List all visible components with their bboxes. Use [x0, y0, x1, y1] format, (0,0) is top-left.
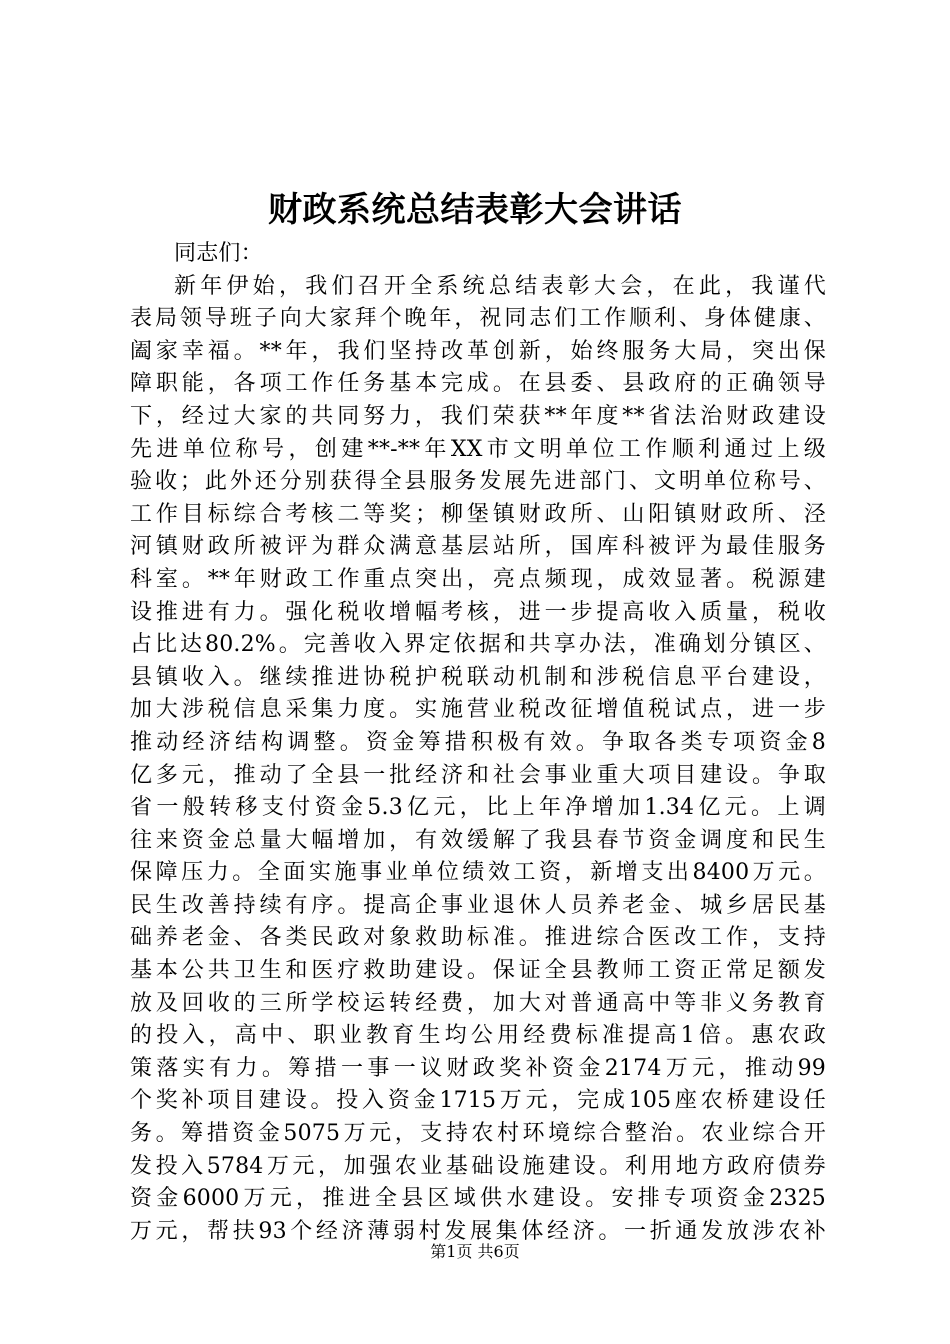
- paragraph-line: 往来资金总量大幅增加，有效缓解了我县春节资金调度和民生: [130, 827, 826, 853]
- paragraph-line: 础养老金、各类民政对象救助标准。推进综合医改工作，支持: [130, 925, 826, 951]
- paragraph-line: 先进单位称号，创建**-**年XX市文明单位工作顺利通过上级: [130, 436, 826, 462]
- document-body: [130, 238, 826, 1248]
- document-title: 财政系统总结表彰大会讲话: [268, 190, 682, 230]
- paragraph-line: 县镇收入。继续推进协税护税联动机制和涉税信息平台建设，: [130, 664, 826, 690]
- paragraph-line: 障职能，各项工作任务基本完成。在县委、县政府的正确领导: [130, 371, 826, 397]
- paragraph-line: 保障压力。全面实施事业单位绩效工资，新增支出8400万元。: [130, 860, 826, 886]
- paragraph-line: 放及回收的三所学校运转经费，加大对普通高中等非义务教育: [130, 990, 826, 1016]
- paragraph-line: 工作目标综合考核二等奖；柳堡镇财政所、山阳镇财政所、泾: [130, 501, 826, 527]
- salutation: 同志们：: [174, 241, 263, 266]
- paragraph-line: 河镇财政所被评为群众满意基层站所，国库科被评为最佳服务: [130, 534, 826, 560]
- paragraph-line: 阖家幸福。**年，我们坚持改革创新，始终服务大局，突出保: [130, 338, 826, 364]
- paragraph-line: 表局领导班子向大家拜个晚年，祝同志们工作顺利、身体健康、: [130, 306, 826, 332]
- paragraph-line: 个奖补项目建设。投入资金1715万元，完成105座农桥建设任: [130, 1088, 826, 1114]
- paragraph-line: 新年伊始，我们召开全系统总结表彰大会，在此，我谨代: [174, 273, 826, 299]
- paragraph-line: 万元，帮扶93个经济薄弱村发展集体经济。一折通发放涉农补: [130, 1218, 826, 1244]
- page-number-footer: 第1页 共6页: [430, 1242, 520, 1261]
- paragraph-line: 务。筹措资金5075万元，支持农村环境综合整治。农业综合开: [130, 1121, 826, 1147]
- paragraph-line: 验收；此外还分别获得全县服务发展先进部门、文明单位称号、: [130, 469, 826, 495]
- paragraph-line: 资金6000万元，推进全县区域供水建设。安排专项资金2325: [130, 1186, 826, 1212]
- paragraph-line: 发投入5784万元，加强农业基础设施建设。利用地方政府债券: [130, 1153, 826, 1179]
- paragraph-line: 加大涉税信息采集力度。实施营业税改征增值税试点，进一步: [130, 697, 826, 723]
- paragraph-line: 推动经济结构调整。资金筹措积极有效。争取各类专项资金8: [130, 729, 826, 755]
- paragraph-line: 省一般转移支付资金5.3亿元，比上年净增加1.34亿元。上调: [130, 795, 826, 821]
- paragraph-line: 的投入，高中、职业教育生均公用经费标准提高1倍。惠农政: [130, 1023, 826, 1049]
- paragraph-line: 占比达80.2%。完善收入界定依据和共享办法，准确划分镇区、: [130, 632, 826, 658]
- paragraph-line: 策落实有力。筹措一事一议财政奖补资金2174万元，推动99: [130, 1055, 826, 1081]
- paragraph-line: 设推进有力。强化税收增幅考核，进一步提高收入质量，税收: [130, 599, 826, 625]
- paragraph-line: 亿多元，推动了全县一批经济和社会事业重大项目建设。争取: [130, 762, 826, 788]
- paragraph-line: 民生改善持续有序。提高企事业退休人员养老金、城乡居民基: [130, 892, 826, 918]
- paragraph-line: 科室。**年财政工作重点突出，亮点频现，成效显著。税源建: [130, 566, 826, 592]
- paragraph-line: 基本公共卫生和医疗救助建设。保证全县教师工资正常足额发: [130, 958, 826, 984]
- paragraph-line: 下，经过大家的共同努力，我们荣获**年度**省法治财政建设: [130, 403, 826, 429]
